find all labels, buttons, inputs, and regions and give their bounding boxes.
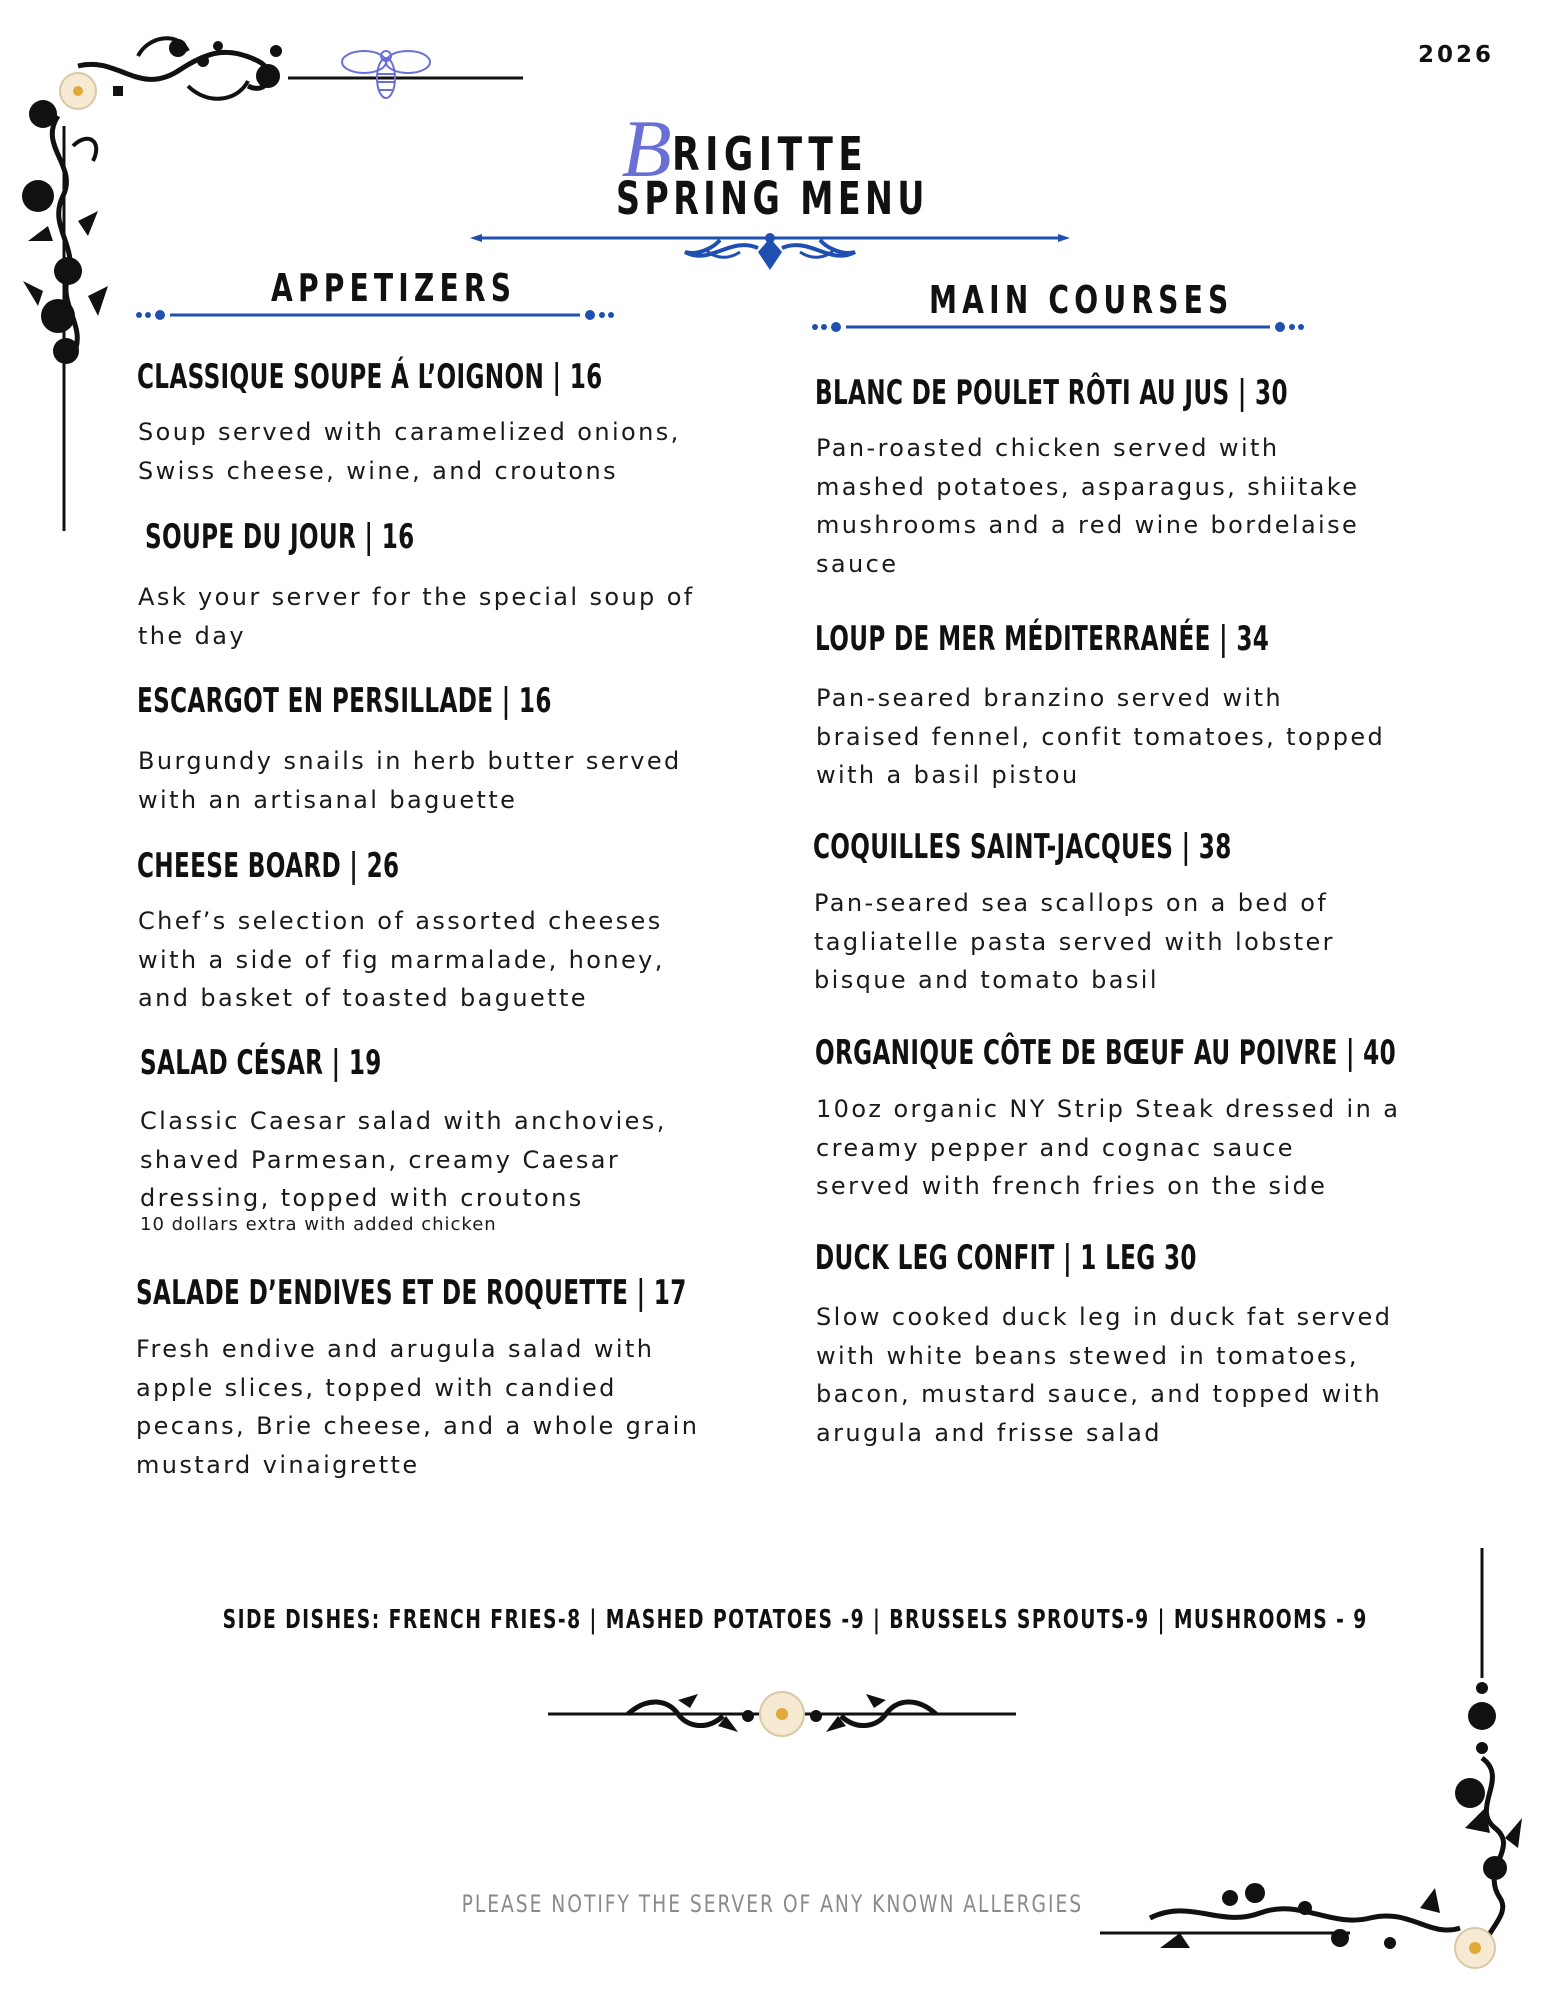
appetizer-description [138,902,665,1018]
main-course-name [815,619,1483,659]
main-course-name [815,373,1510,413]
desc-line: bacon, mustard sauce, and topped with [816,1380,1383,1408]
appetizer-name-text: SOUPE DU JOUR | 16 [145,517,415,557]
desc-line: Ask your server for the special soup of [138,583,695,611]
main-course-name-text: LOUP DE MER MÉDITERRANÉE | 34 [815,619,1270,659]
desc-line: and basket of toasted baguette [138,984,588,1012]
main-course-name-text: BLANC DE POULET RÔTI AU JUS | 30 [815,373,1288,413]
main-course-name [815,1238,1377,1278]
desc-line: Pan-seared sea scallops on a bed of [814,889,1329,917]
desc-line: with a basil pistou [816,761,1080,789]
desc-line: arugula and frisse salad [816,1418,1162,1447]
main-course-name [813,827,1429,867]
desc-line: 10oz organic NY Strip Steak dressed in a [816,1095,1401,1123]
desc-line: with white beans stewed in tomatoes, [816,1341,1359,1370]
appetizers-heading [271,266,602,310]
desc-line: Swiss cheese, wine, and croutons [138,456,618,485]
appetizer-name [137,357,822,397]
bee-icon [338,44,434,104]
desc-line: Fresh endive and arugula salad with [136,1335,655,1363]
desc-line: bisque and tomato basil [814,966,1159,994]
desc-line: Burgundy snails in herb butter served [138,747,682,775]
appetizer-name-text: ESCARGOT EN PERSILLADE | 16 [137,681,552,721]
desc-line: Soup served with caramelized onions, [138,418,681,446]
appetizer-description [140,1102,667,1218]
appetizer-name [145,517,541,557]
appetizer-description [138,742,682,819]
desc-line: mustard vinaigrette [136,1450,420,1479]
desc-line: shaved Parmesan, creamy Caesar [140,1145,621,1174]
main-course-name [815,1033,1545,1073]
allergy-notice [0,1890,1545,1918]
desc-line: tagliatelle pasta served with lobster [814,927,1335,956]
appetizer-name [137,846,523,886]
desc-line: dressing, topped with croutons [140,1184,584,1212]
desc-line: braised fennel, confit tomatoes, topped [816,722,1386,751]
main-course-name-text: DUCK LEG CONFIT | 1 LEG 30 [815,1238,1197,1278]
desc-line: Pan-roasted chicken served with [816,434,1280,462]
appetizers-heading-text: APPETIZERS [271,266,517,310]
desc-line: mashed potatoes, asparagus, shiitake [816,472,1360,501]
appetizer-name [137,681,747,721]
appetizer-name [140,1043,495,1083]
appetizer-description [136,1330,699,1484]
desc-line: Chef’s selection of assorted cheeses [138,907,663,935]
side-dishes-text: SIDE DISHES: FRENCH FRIES-8 | MASHED POTATOES -9 | BRUSSELS SPROUTS-9 | MUSHROOMS - 9 [222,1605,1368,1635]
appetizer-name-text: SALAD CÉSAR | 19 [140,1043,382,1083]
desc-line: Classic Caesar salad with anchovies, [140,1107,667,1135]
main-course-description [816,679,1385,795]
desc-line: creamy pepper and cognac sauce [816,1133,1295,1162]
main-course-name-text: COQUILLES SAINT-JACQUES | 38 [813,827,1232,867]
appetizer-name-text: CLASSIQUE SOUPE Á L’OIGNON | 16 [137,357,603,397]
bottom-divider-flourish [548,1686,1016,1740]
main-course-description [816,1090,1400,1206]
brand-initial: B [621,103,672,194]
main-courses-heading-text: MAIN COURSES [929,278,1234,322]
main-course-description [816,1298,1392,1452]
desc-line: with a side of fig marmalade, honey, [138,945,665,974]
appetizer-description [138,578,695,655]
desc-line: Slow cooked duck leg in duck fat served [816,1303,1393,1331]
allergy-notice-text: PLEASE NOTIFY THE SERVER OF ANY KNOWN ALLERGIES [461,1890,1084,1918]
desc-line: pecans, Brie cheese, and a whole grain [136,1412,700,1440]
main-courses-underline [810,320,1306,334]
desc-line: mushrooms and a red wine bordelaise [816,511,1360,539]
appetizer-description [138,413,681,490]
main-course-description [816,429,1359,583]
desc-line: sauce [816,549,899,578]
desc-line: with an artisanal baguette [138,785,518,814]
appetizer-note: 10 dollars extra with added chicken [140,1214,497,1235]
main-courses-heading [929,278,1340,322]
appetizers-underline [134,308,616,322]
main-course-name-text: ORGANIQUE CÔTE DE BŒUF AU POIVRE | 40 [815,1033,1397,1073]
brand-rest: RIGITTE [671,127,869,181]
appetizer-name-text: CHEESE BOARD | 26 [137,846,400,886]
menu-subtitle [0,172,1545,225]
desc-line: served with french fries on the side [816,1172,1328,1200]
main-course-description [814,884,1335,1000]
floral-corner-bottom-right [1090,1548,1530,1988]
desc-line: Pan-seared branzino served with [816,684,1284,712]
menu-subtitle-text: SPRING MENU [616,172,929,225]
desc-line: the day [138,621,246,650]
menu-year: 2026 [1418,42,1495,68]
desc-line: apple slices, topped with candied [136,1373,617,1402]
appetizer-name-text: SALADE D’ENDIVES ET DE ROQUETTE | 17 [136,1273,687,1313]
